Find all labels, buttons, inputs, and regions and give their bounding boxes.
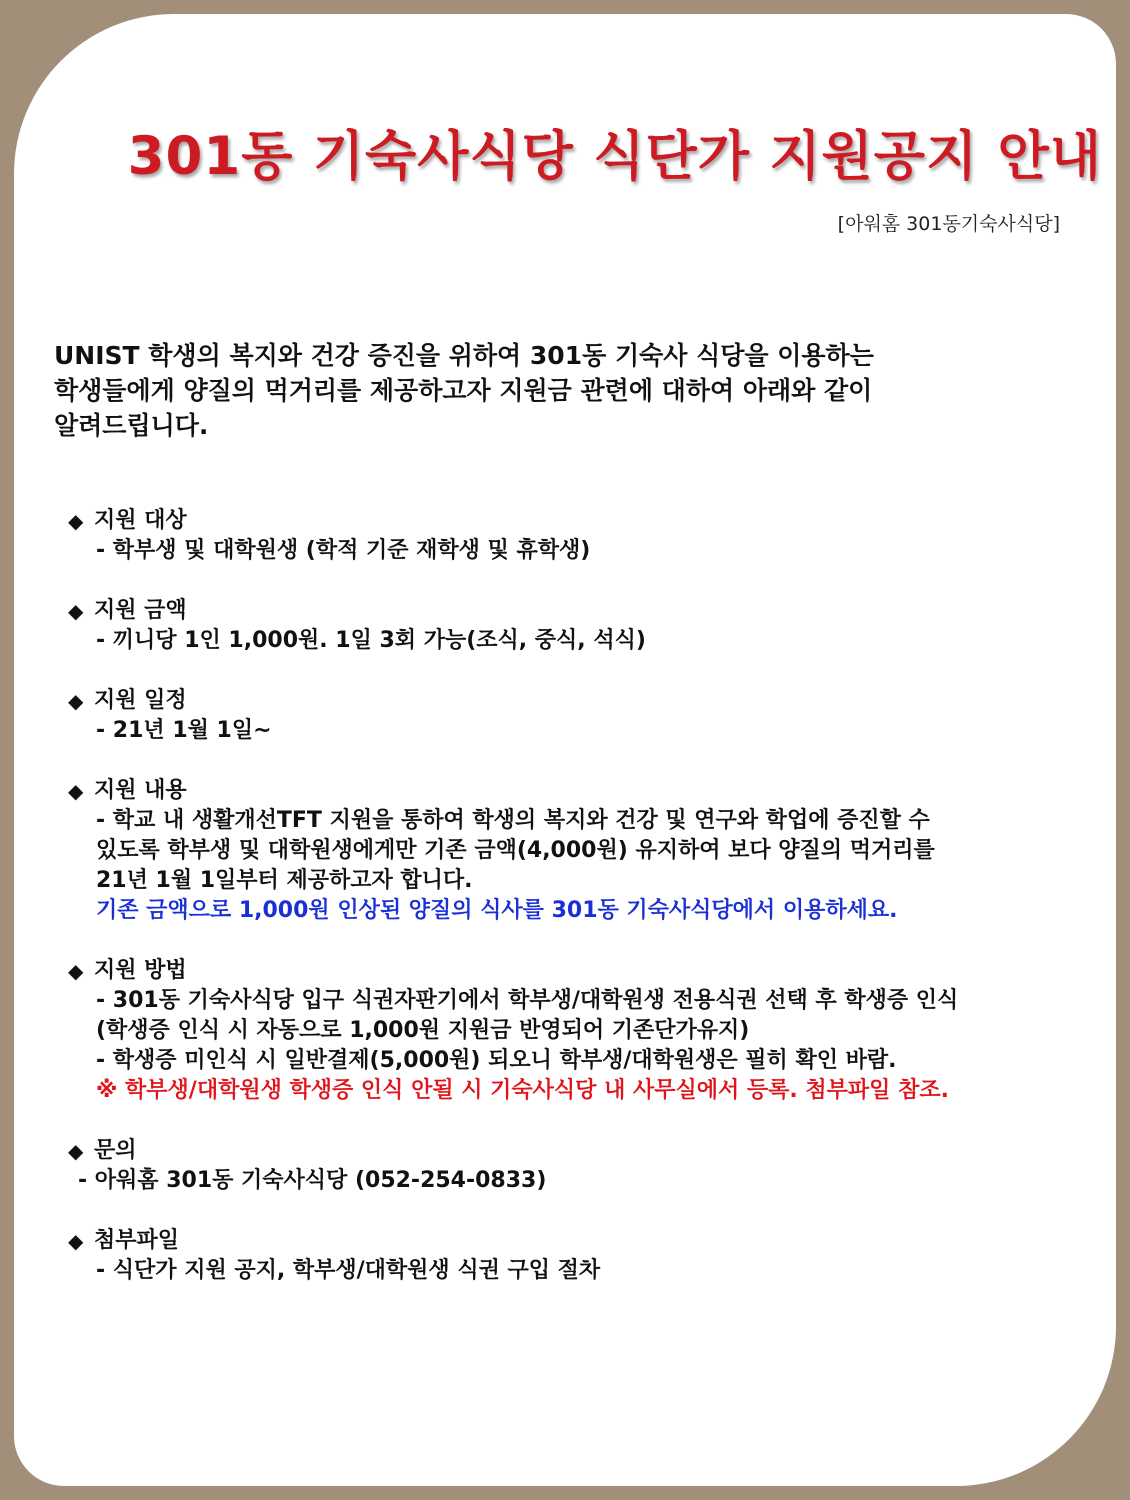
section-line: - 21년 1월 1일~	[96, 718, 272, 743]
section-line: - 식단가 지원 공지, 학부생/대학원생 식권 구입 절차	[96, 1258, 601, 1283]
intro-line: 알려드립니다.	[54, 411, 209, 440]
section-line: - 학부생 및 대학원생 (학적 기준 재학생 및 휴학생)	[96, 538, 591, 563]
section-details	[68, 776, 1118, 926]
section-line: - 301동 기숙사식당 입구 식권자판기에서 학부생/대학원생 전용식권 선택 후 학생증 인식	[96, 988, 959, 1013]
intro-paragraph	[54, 338, 1084, 443]
section-line: 21년 1월 1일부터 제공하고자 합니다.	[96, 868, 473, 893]
section-line: - 아워홈 301동 기숙사식당 (052-254-0833)	[78, 1168, 547, 1193]
section-line: (학생증 인식 시 자동으로 1,000원 지원금 반영되어 기존단가유지)	[96, 1018, 750, 1043]
section-title: 첨부파일	[94, 1228, 180, 1253]
section-line: 있도록 학부생 및 대학원생에게만 기존 금액(4,000원) 유지하여 보다 양질의 먹거리를	[96, 838, 935, 863]
notice-card	[14, 14, 1116, 1486]
diamond-bullet-icon: ◆	[68, 1139, 84, 1163]
section-title: 지원 방법	[94, 958, 187, 983]
section-title: 지원 내용	[94, 778, 187, 803]
section-method	[68, 956, 1118, 1106]
section-target	[68, 506, 1118, 566]
intro-line: 학생들에게 양질의 먹거리를 제공하고자 지원금 관련에 대하여 아래와 같이	[54, 376, 873, 405]
highlight-blue: 기존 금액으로 1,000원 인상된 양질의 식사를 301동 기숙사식당에서 이용하세요.	[96, 898, 898, 923]
diamond-bullet-icon: ◆	[68, 779, 84, 803]
section-title: 지원 금액	[94, 598, 187, 623]
source-label: [아워홈 301동기숙사식당]	[837, 213, 1060, 235]
section-title: 문의	[94, 1138, 137, 1163]
highlight-red: ※ 학부생/대학원생 학생증 인식 안될 시 기숙사식당 내 사무실에서 등록. 첨부파일 참조.	[96, 1078, 949, 1103]
diamond-bullet-icon: ◆	[68, 599, 84, 623]
section-title: 지원 대상	[94, 508, 187, 533]
diamond-bullet-icon: ◆	[68, 509, 84, 533]
diamond-bullet-icon: ◆	[68, 959, 84, 983]
sections	[68, 506, 1118, 1316]
section-line: - 학생증 미인식 시 일반결제(5,000원) 되오니 학부생/대학원생은 필히 확인 바람.	[96, 1048, 897, 1073]
section-attachment	[68, 1226, 1118, 1286]
page-title: 301동 기숙사식당 식단가 지원공지 안내	[127, 126, 1102, 187]
section-inquiry	[68, 1136, 1118, 1196]
section-schedule	[68, 686, 1118, 746]
section-amount	[68, 596, 1118, 656]
section-title: 지원 일정	[94, 688, 187, 713]
intro-line: UNIST 학생의 복지와 건강 증진을 위하여 301동 기숙사 식당을 이용하는	[54, 341, 874, 370]
diamond-bullet-icon: ◆	[68, 689, 84, 713]
section-line: - 끼니당 1인 1,000원. 1일 3회 가능(조식, 중식, 석식)	[96, 628, 646, 653]
diamond-bullet-icon: ◆	[68, 1229, 84, 1253]
section-line: - 학교 내 생활개선TFT 지원을 통하여 학생의 복지와 건강 및 연구와 학업에 증진할 수	[96, 808, 930, 833]
